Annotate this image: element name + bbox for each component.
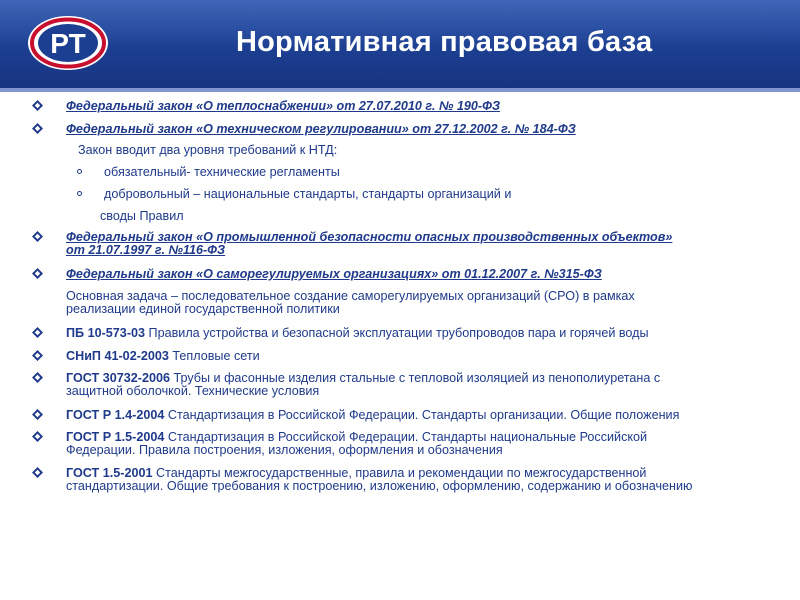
standard-title-cont: стандартизации. Общие требования к построению, изложению, оформлению, содержанию и обозначению	[66, 479, 693, 493]
law-link-block[interactable]	[66, 231, 791, 257]
ntd-level-mandatory: обязательный- технические регламенты	[104, 165, 340, 179]
sro-note-line1: Основная задача – последовательное создание саморегулируемых организаций (СРО) в рамках	[66, 289, 635, 303]
logo-text: РТ	[50, 28, 86, 59]
slide-header	[0, 0, 800, 88]
standard-title: Стандарты межгосударственные, правила и рекомендации по межгосударственной	[152, 466, 647, 480]
diamond-bullet-icon	[32, 231, 43, 242]
ntd-level-voluntary: добровольный – национальные стандарты, стандарты организаций и	[104, 187, 512, 201]
standard-code: ГОСТ 1.5-2001	[66, 466, 153, 480]
standard-text	[66, 327, 791, 340]
standard-text	[66, 431, 791, 457]
law-link-line2[interactable]: от 21.07.1997 г. №116-ФЗ	[66, 243, 226, 257]
standard-code: СНиП 41-02-2003	[66, 349, 169, 363]
diamond-bullet-icon	[32, 467, 43, 478]
standard-text	[66, 409, 791, 422]
sro-note	[66, 290, 635, 316]
standard-text	[66, 467, 791, 493]
standard-title: Трубы и фасонные изделия стальные с тепловой изоляцией из пенополиуретана с	[169, 371, 661, 385]
diamond-bullet-icon	[32, 327, 43, 338]
standard-title-cont: защитной оболочкой. Технические условия	[66, 384, 320, 398]
standard-code: ГОСТ Р 1.5-2004	[66, 430, 165, 444]
standard-title: Тепловые сети	[168, 349, 260, 363]
law-link[interactable]: Федеральный закон «О саморегулируемых организациях» от 01.12.2007 г. №315-ФЗ	[66, 267, 602, 281]
standard-text	[66, 350, 791, 363]
diamond-bullet-icon	[32, 100, 43, 111]
ntd-level-voluntary-cont: своды Правил	[100, 209, 184, 223]
standard-title: Правила устройства и безопасной эксплуатации трубопроводов пара и горячей воды	[145, 326, 649, 340]
ntd-intro-text: Закон вводит два уровня требований к НТД:	[78, 143, 338, 157]
diamond-bullet-icon	[32, 268, 43, 279]
sro-note-line2: реализации единой государственной политики	[66, 302, 340, 316]
page-title: Нормативная правовая база	[236, 26, 653, 58]
law-link[interactable]: Федеральный закон «О теплоснабжении» от 27.07.2010 г. № 190-ФЗ	[66, 99, 501, 113]
standard-title-cont: Федерации. Правила построения, изложения, оформления и обозначения	[66, 443, 503, 457]
diamond-bullet-icon	[32, 350, 43, 361]
diamond-bullet-icon	[32, 431, 43, 442]
circle-bullet-icon	[77, 169, 82, 174]
law-link-line1[interactable]: Федеральный закон «О промышленной безопасности опасных производственных объектов»	[66, 230, 673, 244]
standard-code: ПБ 10-573-03	[66, 326, 146, 340]
law-link[interactable]: Федеральный закон «О техническом регулировании» от 27.12.2002 г. № 184-ФЗ	[66, 122, 576, 136]
diamond-bullet-icon	[32, 123, 43, 134]
rt-logo	[26, 14, 110, 72]
header-divider	[0, 88, 800, 92]
circle-bullet-icon	[77, 191, 82, 196]
standard-code: ГОСТ Р 1.4-2004	[66, 408, 165, 422]
standard-code: ГОСТ 30732-2006	[66, 371, 170, 385]
diamond-bullet-icon	[32, 372, 43, 383]
standard-title: Стандартизация в Российской Федерации. Стандарты организации. Общие положения	[164, 408, 680, 422]
diamond-bullet-icon	[32, 409, 43, 420]
standard-title: Стандартизация в Российской Федерации. Стандарты национальные Российской	[164, 430, 648, 444]
standard-text	[66, 372, 791, 398]
